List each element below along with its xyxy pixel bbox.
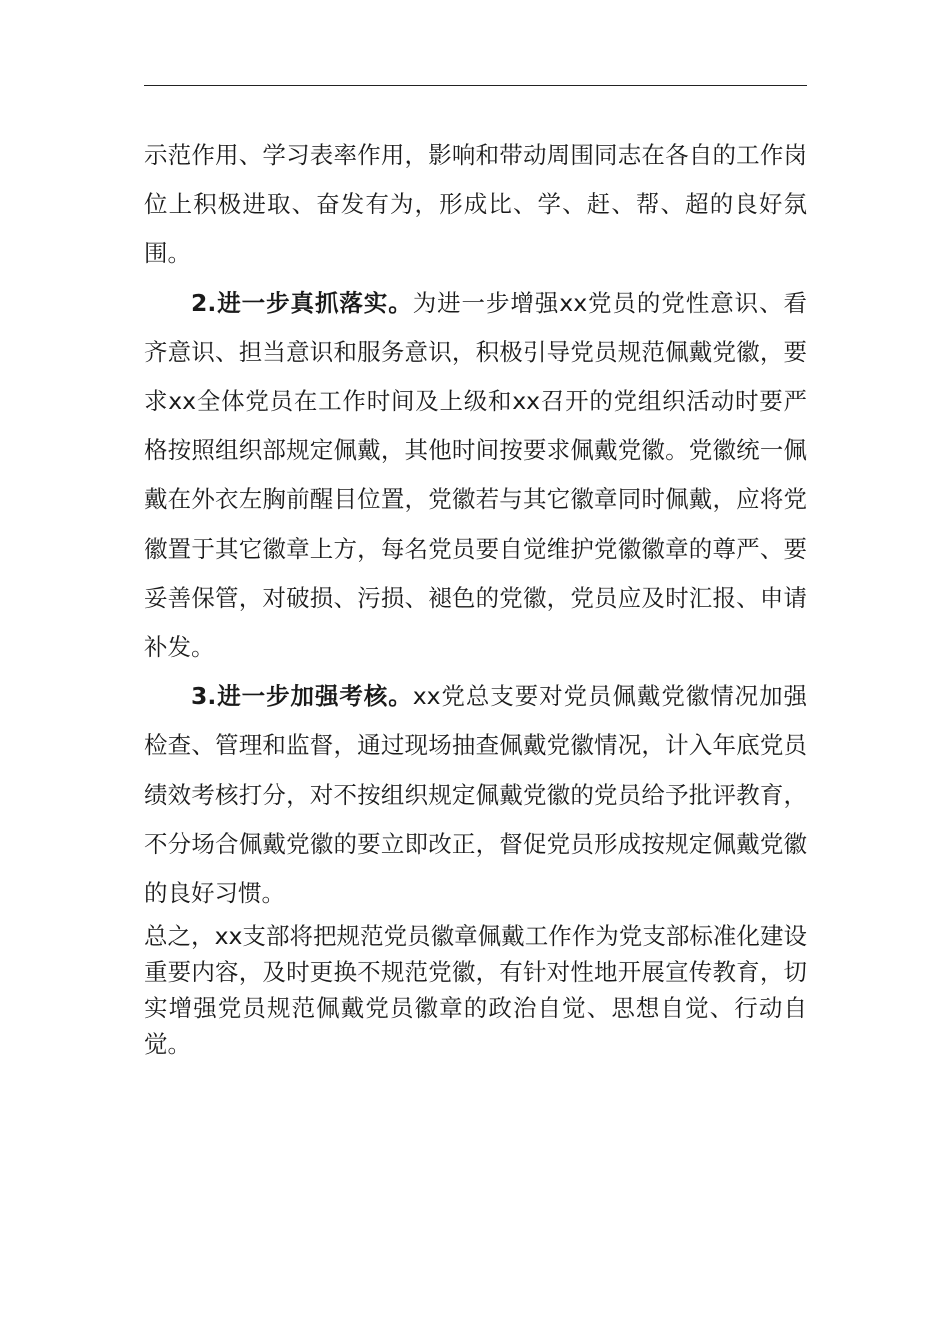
- paragraph-heading: 3.进一步加强考核。: [191, 682, 413, 711]
- paragraph-item-3: [144, 672, 807, 918]
- paragraph-text: xx党总支要对党员佩戴党徽情况加强检查、管理和监督，通过现场抽查佩戴党徽情况，计入年底党员绩效考核打分，对不按组织规定佩戴党徽的党员给予批评教育，不分场合佩戴党徽的要立即改正，督促党员形成按规定佩戴党徽的良好习惯。: [144, 682, 807, 908]
- paragraph-text: 总之，xx支部将把规范党员徽章佩戴工作作为党支部标准化建设重要内容，及时更换不规范党徽，有针对性地开展宣传教育，切实增强党员规范佩戴党员徽章的政治自觉、思想自觉、行动自觉。: [144, 922, 807, 1059]
- header-rule: [144, 85, 807, 86]
- paragraph-text: 为进一步增强xx党员的党性意识、看齐意识、担当意识和服务意识，积极引导党员规范佩戴党徽，要求xx全体党员在工作时间及上级和xx召开的党组织活动时要严格按照组织部规定佩戴，其他时间按要求佩戴党徽。党徽统一佩戴在外衣左胸前醒目位置，党徽若与其它徽章同时佩戴，应将党徽置于其它徽章上方，每名党员要自觉维护党徽徽章的尊严、要妥善保管，对破损、污损、褪色的党徽，党员应及时汇报、申请补发。: [144, 288, 807, 662]
- paragraph-summary: [144, 918, 807, 1062]
- paragraph-text: 示范作用、学习表率作用，影响和带动周围同志在各自的工作岗位上积极进取、奋发有为，形成比、学、赶、帮、超的良好氛围。: [144, 141, 807, 268]
- document-body: [144, 131, 807, 1062]
- paragraph-continuation: [144, 131, 807, 279]
- paragraph-heading: 2.进一步真抓落实。: [191, 288, 413, 317]
- paragraph-item-2: [144, 279, 807, 673]
